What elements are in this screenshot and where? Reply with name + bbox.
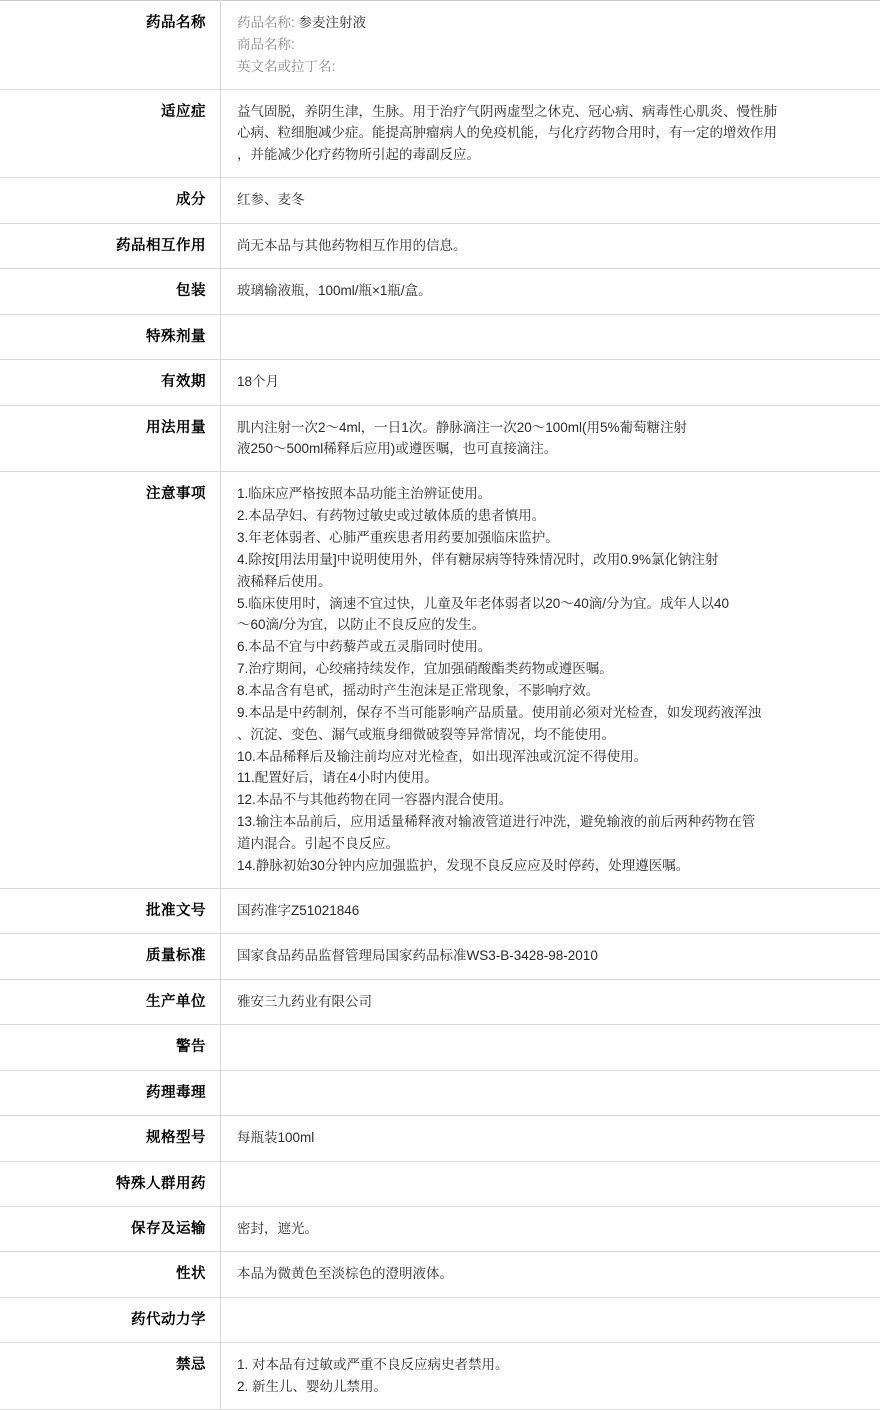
row-label: 性状 xyxy=(0,1252,221,1297)
value-line: 13.输注本品前后，应用适量稀释液对输液管道进行冲洗，避免输液的前后两种药物在管 xyxy=(237,811,864,833)
table-row xyxy=(0,1343,880,1410)
name-field-key: 英文名或拉丁名: xyxy=(237,59,335,74)
table-row xyxy=(0,89,880,178)
value-line: 2.本品孕妇、有药物过敏史或过敏体质的患者慎用。 xyxy=(237,505,864,527)
table-row xyxy=(0,1161,880,1206)
row-label: 生产单位 xyxy=(0,979,221,1024)
row-label: 特殊人群用药 xyxy=(0,1161,221,1206)
value-line: 6.本品不宜与中药藜芦或五灵脂同时使用。 xyxy=(237,636,864,658)
drug-info-table-body xyxy=(0,1,880,1410)
table-row xyxy=(0,223,880,268)
row-value xyxy=(221,888,880,933)
table-row xyxy=(0,934,880,979)
row-value xyxy=(221,314,880,359)
row-label: 包装 xyxy=(0,269,221,314)
row-label: 规格型号 xyxy=(0,1116,221,1161)
row-label: 用法用量 xyxy=(0,405,221,472)
row-label: 警告 xyxy=(0,1025,221,1070)
row-value xyxy=(221,89,880,178)
value-line: 5.临床使用时，滴速不宜过快，儿童及年老体弱者以20～40滴/分为宜。成年人以40 xyxy=(237,593,864,615)
value-line: 液250～500ml稀释后应用)或遵医嘱，也可直接滴注。 xyxy=(237,438,864,460)
row-value xyxy=(221,979,880,1024)
row-value xyxy=(221,1,880,90)
value-line: 、沉淀、变色、漏气或瓶身细微破裂等异常情况，均不能使用。 xyxy=(237,724,864,746)
value-line: 10.本品稀释后及输注前均应对光检查，如出现浑浊或沉淀不得使用。 xyxy=(237,746,864,768)
table-row xyxy=(0,360,880,405)
value-line: 3.年老体弱者、心肺严重疾患者用药要加强临床监护。 xyxy=(237,527,864,549)
name-field xyxy=(237,56,864,78)
row-value xyxy=(221,360,880,405)
table-row xyxy=(0,888,880,933)
row-label: 药品名称 xyxy=(0,1,221,90)
row-label: 成分 xyxy=(0,178,221,223)
row-value xyxy=(221,1206,880,1251)
value-line: 14.静脉初始30分钟内应加强监护，发现不良反应应及时停药，处理遵医嘱。 xyxy=(237,855,864,877)
value-line: 心病、粒细胞减少症。能提高肿瘤病人的免疫机能，与化疗药物合用时，有一定的增效作用 xyxy=(237,122,864,144)
value-line: 7.治疗期间，心绞痛持续发作，宜加强硝酸酯类药物或遵医嘱。 xyxy=(237,658,864,680)
value-line: 肌内注射一次2～4ml，一日1次。静脉滴注一次20～100ml(用5%葡萄糖注射 xyxy=(237,417,864,439)
row-value xyxy=(221,269,880,314)
row-value xyxy=(221,1161,880,1206)
table-row xyxy=(0,1025,880,1070)
row-label: 有效期 xyxy=(0,360,221,405)
row-label: 批准文号 xyxy=(0,888,221,933)
value-line: 4.除按[用法用量]中说明使用外，伴有糖尿病等特殊情况时，改用0.9%氯化钠注射 xyxy=(237,549,864,571)
value-line: 2. 新生儿、婴幼儿禁用。 xyxy=(237,1376,864,1398)
value-line: ～60滴/分为宜，以防止不良反应的发生。 xyxy=(237,614,864,636)
name-field-key: 商品名称: xyxy=(237,37,295,52)
name-field xyxy=(237,12,864,34)
value-line: 道内混合。引起不良反应。 xyxy=(237,833,864,855)
row-label: 保存及运输 xyxy=(0,1206,221,1251)
table-row xyxy=(0,405,880,472)
value-line: 玻璃输液瓶，100ml/瓶×1瓶/盒。 xyxy=(237,280,864,302)
value-line: 本品为微黄色至淡棕色的澄明液体。 xyxy=(237,1263,864,1285)
row-value xyxy=(221,1025,880,1070)
table-row xyxy=(0,269,880,314)
value-line: 国药准字Z51021846 xyxy=(237,900,864,922)
row-value xyxy=(221,178,880,223)
row-label: 适应症 xyxy=(0,89,221,178)
row-value xyxy=(221,934,880,979)
value-line: 18个月 xyxy=(237,371,864,393)
table-row xyxy=(0,1206,880,1251)
row-value xyxy=(221,1116,880,1161)
row-value xyxy=(221,405,880,472)
table-row xyxy=(0,1,880,90)
value-line: 12.本品不与其他药物在同一容器内混合使用。 xyxy=(237,789,864,811)
value-line: 尚无本品与其他药物相互作用的信息。 xyxy=(237,235,864,257)
row-value xyxy=(221,1070,880,1115)
value-line: 雅安三九药业有限公司 xyxy=(237,991,864,1013)
name-field xyxy=(237,34,864,56)
value-line: 国家食品药品监督管理局国家药品标准WS3-B-3428-98-2010 xyxy=(237,945,864,967)
row-value xyxy=(221,1297,880,1342)
name-field-key: 药品名称: xyxy=(237,15,295,30)
value-line: 密封，遮光。 xyxy=(237,1218,864,1240)
value-line: 11.配置好后，请在4小时内使用。 xyxy=(237,767,864,789)
value-line: ，并能减少化疗药物所引起的毒副反应。 xyxy=(237,144,864,166)
table-row xyxy=(0,178,880,223)
row-label: 注意事项 xyxy=(0,472,221,888)
value-line: 8.本品含有皂甙，摇动时产生泡沫是正常现象，不影响疗效。 xyxy=(237,680,864,702)
table-row xyxy=(0,472,880,888)
row-value xyxy=(221,472,880,888)
row-label: 药品相互作用 xyxy=(0,223,221,268)
row-label: 特殊剂量 xyxy=(0,314,221,359)
row-value xyxy=(221,1252,880,1297)
table-row xyxy=(0,1116,880,1161)
table-row xyxy=(0,314,880,359)
row-label: 质量标准 xyxy=(0,934,221,979)
table-row xyxy=(0,1252,880,1297)
value-line: 1. 对本品有过敏或严重不良反应病史者禁用。 xyxy=(237,1354,864,1376)
table-row xyxy=(0,979,880,1024)
row-label: 禁忌 xyxy=(0,1343,221,1410)
table-row xyxy=(0,1070,880,1115)
value-line: 1.临床应严格按照本品功能主治辨证使用。 xyxy=(237,483,864,505)
name-field-value: 参麦注射液 xyxy=(299,15,367,30)
value-line: 红参、麦冬 xyxy=(237,189,864,211)
value-line: 液稀释后使用。 xyxy=(237,571,864,593)
table-row xyxy=(0,1297,880,1342)
row-value xyxy=(221,223,880,268)
value-line: 益气固脱，养阴生津，生脉。用于治疗气阴两虚型之休克、冠心病、病毒性心肌炎、慢性肺 xyxy=(237,101,864,123)
value-line: 9.本品是中药制剂，保存不当可能影响产品质量。使用前必须对光检查，如发现药液浑浊 xyxy=(237,702,864,724)
row-label: 药代动力学 xyxy=(0,1297,221,1342)
row-value xyxy=(221,1343,880,1410)
row-label: 药理毒理 xyxy=(0,1070,221,1115)
value-line: 每瓶装100ml xyxy=(237,1127,864,1149)
